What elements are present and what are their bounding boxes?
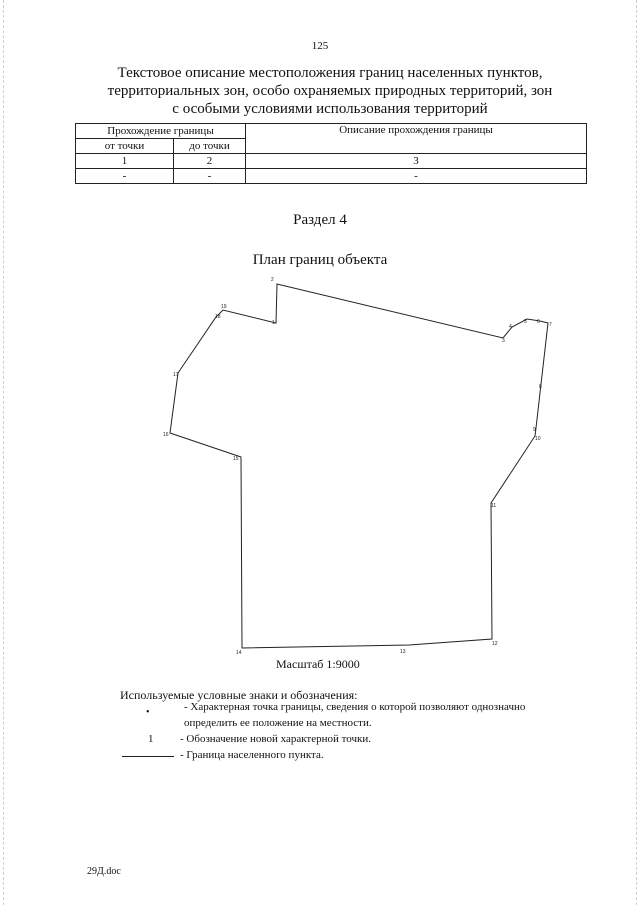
header-boundary-passage: Прохождение границы bbox=[76, 124, 246, 139]
table-cell: - bbox=[246, 169, 587, 184]
header-description: Описание прохождения границы bbox=[246, 124, 587, 154]
plan-point-label: 1 bbox=[272, 320, 275, 326]
plan-point-label: 14 bbox=[236, 650, 242, 656]
plan-point-label: 17 bbox=[173, 372, 179, 378]
file-name: 29Д.doc bbox=[87, 866, 121, 877]
title-line-3: с особыми условиями использования территорий bbox=[172, 101, 488, 117]
new-point-symbol: 1 bbox=[148, 733, 154, 745]
legend-number-text: - Обозначение новой характерной точки. bbox=[180, 733, 372, 745]
numbering-cell: 2 bbox=[174, 154, 246, 169]
table-cell: - bbox=[174, 169, 246, 184]
plan-point-label: 8 bbox=[539, 384, 542, 390]
header-to-point: до точки bbox=[174, 139, 246, 154]
plan-title: План границ объекта bbox=[252, 252, 388, 268]
plan-point-label: 10 bbox=[535, 436, 541, 442]
numbering-cell: 1 bbox=[76, 154, 174, 169]
plan-point-label: 13 bbox=[400, 649, 406, 655]
title-line-1: Текстовое описание местоположения границ населенных пунктов, bbox=[117, 65, 543, 81]
table-cell: - bbox=[76, 169, 174, 184]
section-title: Раздел 4 bbox=[293, 212, 347, 228]
plan-point-label: 2 bbox=[271, 277, 274, 283]
numbering-cell: 3 bbox=[246, 154, 587, 169]
plan-point-label: 11 bbox=[491, 503, 497, 509]
legend-bullet-text-2: определить ее положение на местности. bbox=[184, 717, 372, 729]
legend-bullet-text-1: - Характерная точка границы, сведения о которой позволяют однозначно bbox=[184, 701, 526, 713]
plan-point-label: 9 bbox=[533, 427, 536, 433]
legend-title: Используемые условные знаки и обозначения: bbox=[120, 688, 358, 702]
plan-point-label: 16 bbox=[163, 432, 169, 438]
boundary-polygon bbox=[170, 284, 548, 648]
legend-line-text: - Граница населенного пункта. bbox=[180, 749, 324, 761]
scale-label: Масштаб 1:9000 bbox=[276, 657, 360, 671]
plan-point-label: 3 bbox=[502, 338, 505, 344]
header-from-point: от точки bbox=[76, 139, 174, 154]
title-line-2: территориальных зон, особо охраняемых природных территорий, зон bbox=[107, 83, 553, 99]
plan-point-label: 19 bbox=[221, 304, 227, 310]
plan-point-label: 12 bbox=[492, 641, 498, 647]
boundary-line-symbol bbox=[122, 756, 174, 757]
plan-point-label: 5 bbox=[524, 319, 527, 325]
page-number: 125 bbox=[311, 40, 329, 52]
plan-point-label: 7 bbox=[549, 322, 552, 328]
plan-point-label: 6 bbox=[537, 319, 540, 325]
plan-point-label: 15 bbox=[233, 456, 239, 462]
plan-point-label: 4 bbox=[509, 324, 512, 330]
characteristic-point-symbol: • bbox=[146, 707, 150, 718]
plan-point-label: 18 bbox=[215, 314, 221, 320]
